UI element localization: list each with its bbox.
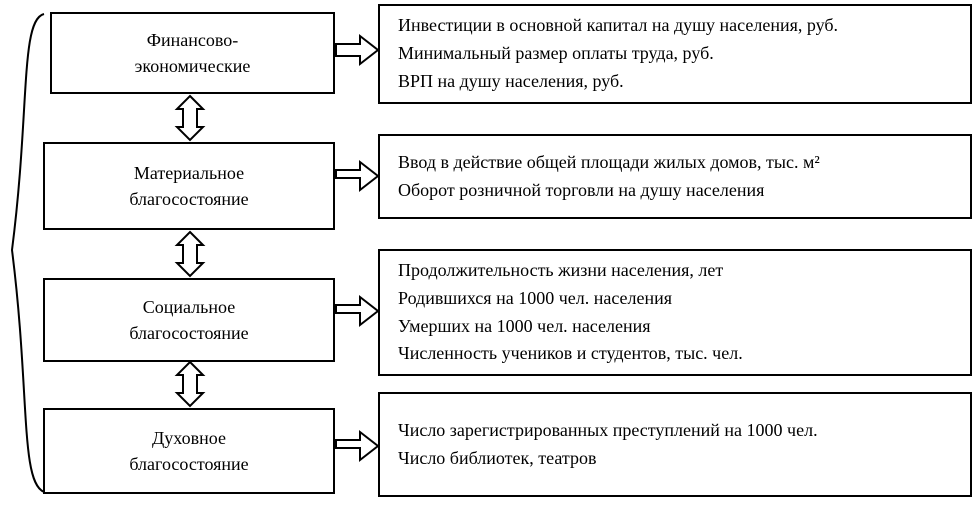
indicator-line: Ввод в действие общей площади жилых домов, тыс. м²: [398, 151, 820, 172]
category-label-line1: Материальное: [133, 162, 245, 183]
category-box-spiritual-welfare[interactable]: [43, 408, 335, 494]
vertical-arrow-2: [177, 232, 203, 276]
category-label-line2: благосостояние: [129, 454, 249, 474]
category-label-line1: Социальное: [142, 296, 236, 317]
category-label-line2: благосостояние: [129, 189, 249, 209]
indicator-line: ВРП на душу населения, руб.: [398, 70, 624, 91]
category-label-line1: Финансово-: [146, 29, 239, 50]
category-box-financial-economic[interactable]: [50, 12, 335, 94]
indicator-line: Минимальный размер оплаты труда, руб.: [398, 43, 714, 64]
indicator-line: Число библиотек, театров: [398, 447, 597, 468]
category-label-line1: Духовное: [152, 427, 226, 448]
category-box-social-welfare[interactable]: [43, 278, 335, 362]
indicator-line: Инвестиции в основной капитал на душу населения, руб.: [398, 15, 839, 36]
horizontal-arrow-3: [336, 297, 378, 325]
indicator-box-social-welfare[interactable]: [378, 249, 972, 376]
vertical-arrow-1: [177, 96, 203, 140]
indicator-box-spiritual-welfare[interactable]: [378, 392, 972, 497]
indicator-box-financial-economic[interactable]: [378, 4, 972, 104]
horizontal-arrow-4: [336, 432, 378, 460]
category-label-line2: экономические: [134, 56, 251, 76]
horizontal-arrow-2: [336, 162, 378, 190]
indicator-box-material-welfare[interactable]: [378, 134, 972, 219]
category-box-material-welfare[interactable]: [43, 142, 335, 230]
indicator-line: Численность учеников и студентов, тыс. чел.: [398, 343, 743, 364]
indicator-line: Умерших на 1000 чел. населения: [398, 315, 651, 336]
category-label-line2: благосостояние: [129, 323, 249, 343]
indicator-line: Родившихся на 1000 чел. населения: [398, 287, 673, 308]
left-brace: [12, 14, 44, 492]
indicator-line: Продолжительность жизни населения, лет: [398, 259, 724, 280]
indicator-line: Число зарегистрированных преступлений на 1000 чел.: [398, 419, 818, 440]
vertical-arrow-3: [177, 362, 203, 406]
horizontal-arrow-1: [336, 36, 378, 64]
indicator-line: Оборот розничной торговли на душу населения: [398, 179, 765, 200]
